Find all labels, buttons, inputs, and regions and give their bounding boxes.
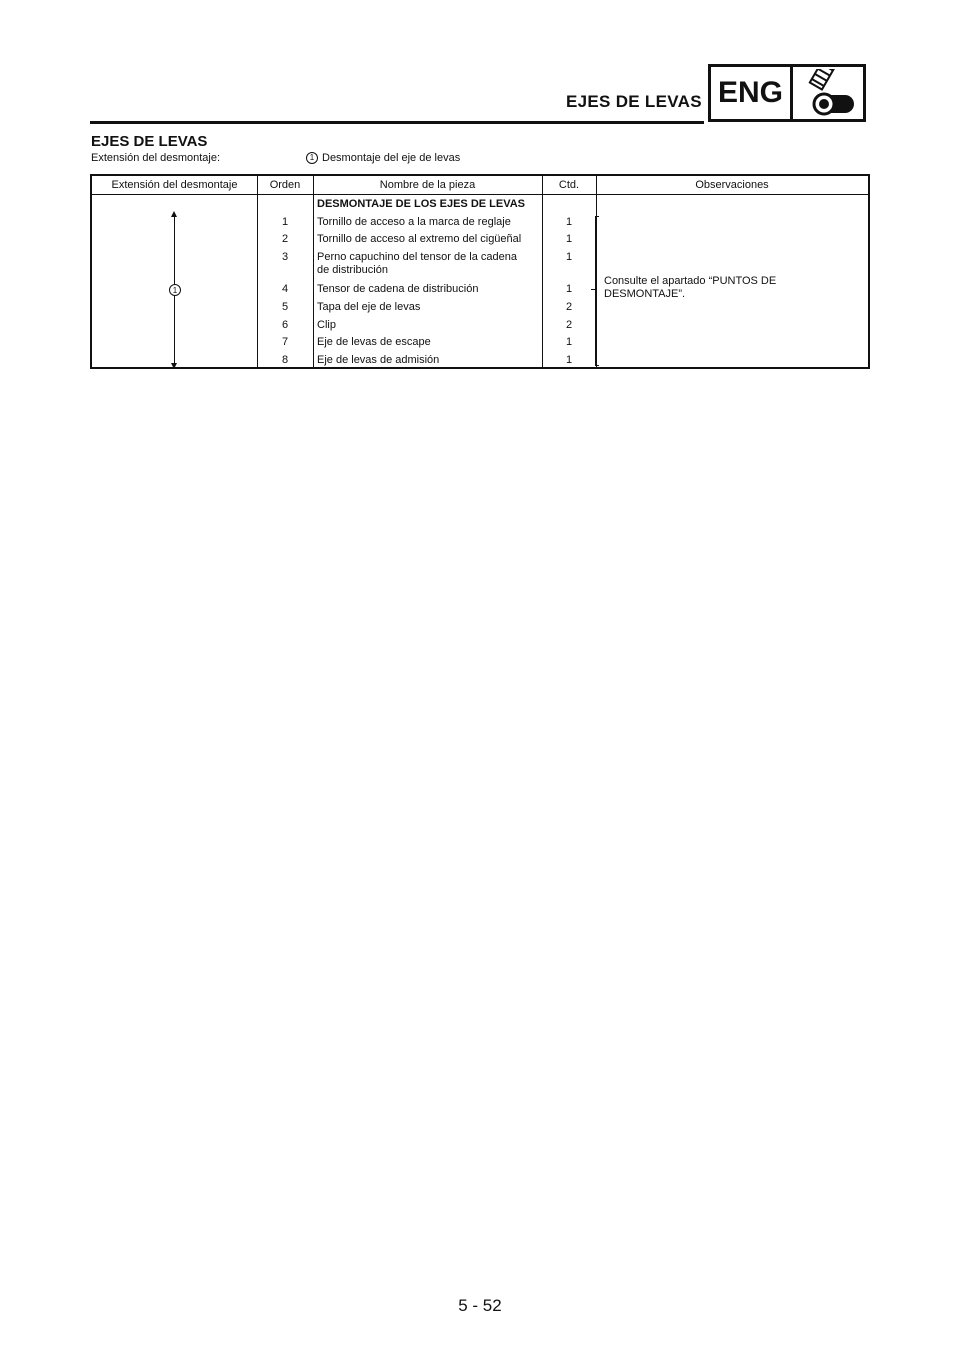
scope-value-line	[306, 152, 460, 164]
row-part: Tapa del eje de levas	[317, 301, 421, 313]
header-title: EJES DE LEVAS	[566, 92, 702, 111]
column-header-part: Nombre de la pieza	[379, 179, 476, 191]
row-part: Tornillo de acceso al extremo del cigüeñal	[317, 233, 522, 245]
column-divider	[313, 176, 314, 367]
row-order: 7	[281, 336, 289, 348]
row-order: 3	[281, 251, 289, 263]
row-part: Clip	[317, 319, 336, 331]
row-part: Tensor de cadena de distribución	[317, 283, 479, 295]
column-header-remarks: Observaciones	[695, 179, 769, 191]
row-qty: 1	[565, 251, 573, 263]
row-part: Eje de levas de admisión	[317, 354, 440, 366]
column-header-qty: Ctd.	[558, 179, 580, 191]
remark-text: Consulte el apartado “PUNTOS DE DESMONTAJE”.	[604, 275, 777, 300]
group-title: DESMONTAJE DE LOS EJES DE LEVAS	[317, 198, 526, 210]
row-order: 4	[281, 283, 289, 295]
row-qty: 1	[565, 216, 573, 228]
extent-marker: 1	[169, 284, 181, 296]
row-order: 8	[281, 354, 289, 366]
row-order: 2	[281, 233, 289, 245]
row-qty: 1	[565, 336, 573, 348]
row-qty: 2	[565, 319, 573, 331]
row-qty: 1	[565, 354, 573, 366]
row-part: Perno capuchino del tensor de la cadena de distribución	[317, 251, 517, 276]
row-part: Tornillo de acceso a la marca de reglaje	[317, 216, 511, 228]
remark-bracket-tick	[591, 289, 596, 290]
scope-label: Extensión del desmontaje:	[91, 152, 221, 164]
disassembly-table	[90, 174, 870, 369]
row-qty: 1	[565, 283, 573, 295]
extent-arrow-bottom	[171, 363, 177, 369]
row-order: 6	[281, 319, 289, 331]
section-badge-label: ENG	[711, 67, 793, 119]
section-title: EJES DE LEVAS	[91, 133, 208, 150]
scope-marker: 1	[306, 152, 318, 164]
row-qty: 2	[565, 301, 573, 313]
header-rule	[90, 121, 704, 124]
remark-bracket	[595, 216, 599, 366]
row-order: 1	[281, 216, 289, 228]
section-badge	[708, 64, 866, 122]
column-header-order: Orden	[269, 179, 301, 191]
page-number: 5 - 52	[458, 1296, 502, 1315]
column-header-extent: Extensión del desmontaje	[111, 179, 238, 191]
scope-value: Desmontaje del eje de levas	[322, 152, 461, 164]
row-qty: 1	[565, 233, 573, 245]
header-row-rule	[92, 194, 868, 195]
row-order: 5	[281, 301, 289, 313]
row-part: Eje de levas de escape	[317, 336, 431, 348]
engine-wrench-icon	[793, 67, 863, 119]
